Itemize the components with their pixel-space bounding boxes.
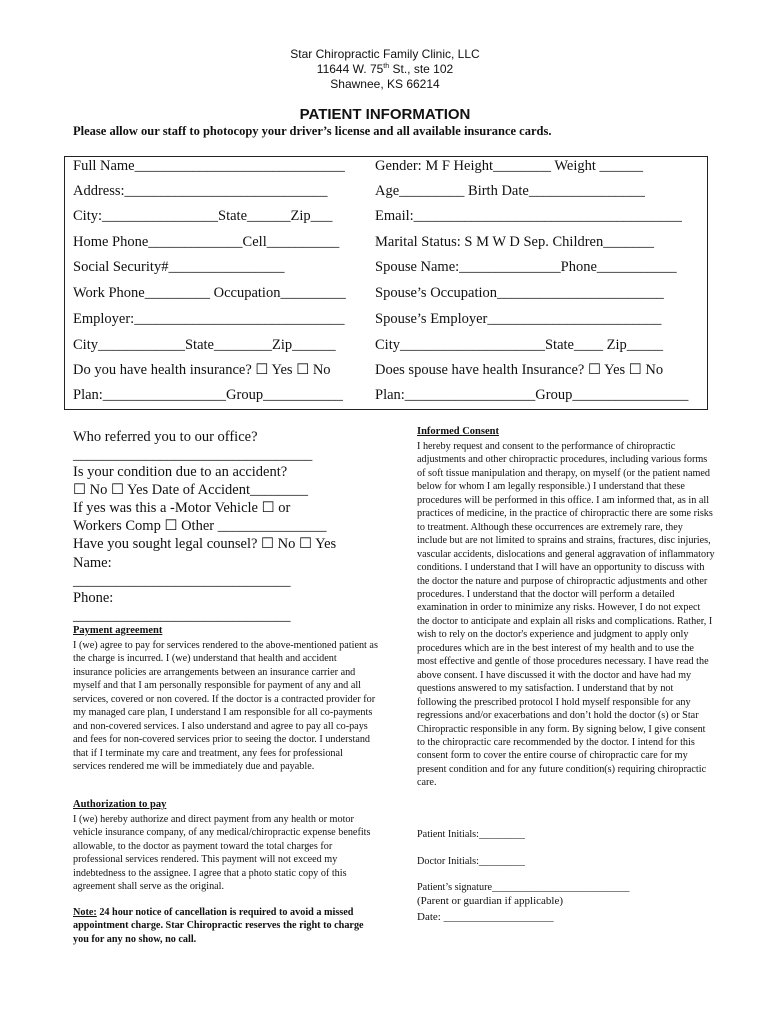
social-security-field[interactable]: Social Security#________________ [73,259,285,275]
counsel-phone-label: Phone: [73,590,114,606]
page-title: PATIENT INFORMATION [299,106,471,123]
informed-consent-heading: Informed Consent [417,426,499,437]
legal-counsel-question[interactable]: Have you sought legal counsel? ☐ No ☐ Yes [73,536,337,552]
full-name-field[interactable]: Full Name_____________________________ [73,158,345,174]
spouse-employer-field[interactable]: Spouse’s Employer________________________ [375,311,662,327]
cancellation-note [73,906,378,946]
counsel-phone-line[interactable]: ______________________________ [73,608,291,624]
payment-agreement-text: I (we) agree to pay for services rendered to the above-mentioned patient as the charge is incurred. I (we) understand that health and accident insurance policies are arrangements between an insurance carrier and myself and that I am personally responsible for payment of any and all services, covered or non covered. If the doctor is a contracted provider for my managed care plan, I understand I am responsible for all co-payments and non-covered services. I also understand and agree to pay all co-pays and fees for non-covered services prior to seeing the doctor. I understand that if I terminate my care and treatment, any fees for professional services rendered me will be immediately due and payable. [73,640,378,773]
referred-question: Who referred you to our office? [73,429,258,445]
marital-status-field[interactable]: Marital Status: S M W D Sep. Children_______ [375,234,654,250]
home-cell-phone-field[interactable]: Home Phone_____________Cell__________ [73,234,340,250]
gender-height-weight-field[interactable]: Gender: M F Height________ Weight ______ [375,158,644,174]
age-birthdate-field[interactable]: Age_________ Birth Date________________ [375,183,645,199]
motor-vehicle-option[interactable]: If yes was this a -Motor Vehicle ☐ or [73,500,291,516]
spouse-insurance-question[interactable]: Does spouse have health Insurance? ☐ Yes ☐ No [375,362,664,378]
email-field[interactable]: Email:_____________________________________ [375,208,682,224]
spouse-plan-group-field[interactable]: Plan:__________________Group________________ [375,387,689,403]
address-street: 11644 W. 75 [316,62,384,76]
address-ordinal: th [383,63,390,70]
clinic-address-line1 [0,62,770,76]
spouse-city-state-zip-field[interactable]: City____________________State____ Zip_____ [375,337,663,353]
note-text: 24 hour notice of cancellation is required to avoid a missed appointment charge. Star Chiropractic reserves the right to charge you for any no show, no call. [73,907,364,945]
authorization-text: I (we) hereby authorize and direct payment from any health or motor vehicle insurance company, of any medical/chiropractic expense benefits allowable, to the doctor as payment toward the total charges for professional services rendered. This payment will not exceed my indebtedness to the assignee. I agree that a photo static copy of this agreement shall serve as the original. [73,814,371,893]
address-field[interactable]: Address:____________________________ [73,183,328,199]
payment-agreement-heading: Payment agreement [73,625,163,636]
employer-city-state-zip-field[interactable]: City____________State________Zip______ [73,337,336,353]
spouse-occupation-field[interactable]: Spouse’s Occupation_______________________ [375,285,664,301]
work-phone-occupation-field[interactable]: Work Phone_________ Occupation_________ [73,285,346,301]
informed-consent-text: I hereby request and consent to the performance of chiropractic adjustments and other chiropractic procedures, including various forms of soft tissue manipulation and therapy, on myself (or the patient named below for whom I am legally responsible.) I understand that these procedures will be performed in this office. I am informed that, as in all practices of medicine, in the practice of chiropractic there are some risks to treatment. Although these occurrences are extremely rare, they include but are not limited to sprains and strains, fractures, disc injuries, vascular accidents, dislocations and general aggravation of inflammatory conditions. I understand that I will have an opportunity to discuss with the doctor the nature and purpose of chiropractic adjustments and other procedures. I understand that the doctor will perform a detailed examination in order to minimize any risks. However, I do not expect the doctor to anticipate and explain all risks and complications. Rather, I wish to rely on the doctor's experience and judgment to apply only procedures which are in the best interest of my health and to use the most effective and gentle of those procedures necessary. I have read the above consent. I have discussed it with the doctor and have had my questions answered to my satisfaction. I understand that by not following the prescribed protocol I hold myself responsible for any regressions and/or exacerbations and don’t hold the doctor (s) or Star Chiropractic responsible in any form. By signing below, I give consent to the chiropractic care recommended by the doctor. I intend for this consent form to cover the entire course of chiropractic care for my present condition and for any future condition(s) requiring chiropractic care. [417,441,715,789]
patient-initials-field[interactable]: Patient Initials:_________ [417,829,525,840]
health-insurance-question[interactable]: Do you have health insurance? ☐ Yes ☐ No [73,362,331,378]
note-label: Note: [73,907,97,918]
clinic-name: Star Chiropractic Family Clinic, LLC [290,47,480,61]
workers-comp-option[interactable]: Workers Comp ☐ Other _______________ [73,518,327,534]
photocopy-notice: Please allow our staff to photocopy your driver’s license and all available insurance cards. [73,124,552,138]
guardian-note: (Parent or guardian if applicable) [417,895,563,907]
patient-signature-field[interactable]: Patient’s signature___________________________ [417,882,630,893]
clinic-address-line2: Shawnee, KS 66214 [330,77,440,91]
doctor-initials-field[interactable]: Doctor Initials:_________ [417,856,525,867]
signature-date-field[interactable]: Date: ____________________ [417,911,554,923]
spouse-name-phone-field[interactable]: Spouse Name:______________Phone___________ [375,259,677,275]
counsel-name-line[interactable]: ______________________________ [73,573,291,589]
referred-answer-line[interactable]: _________________________________ [73,447,313,463]
accident-options[interactable]: ☐ No ☐ Yes Date of Accident________ [73,482,309,498]
employer-field[interactable]: Employer:_____________________________ [73,311,345,327]
counsel-name-label: Name: [73,555,112,571]
authorization-heading: Authorization to pay [73,799,167,810]
address-suite: St., ste 102 [389,62,454,76]
plan-group-field[interactable]: Plan:_________________Group___________ [73,387,343,403]
city-state-zip-field[interactable]: City:________________State______Zip___ [73,208,333,224]
accident-question: Is your condition due to an accident? [73,464,288,480]
